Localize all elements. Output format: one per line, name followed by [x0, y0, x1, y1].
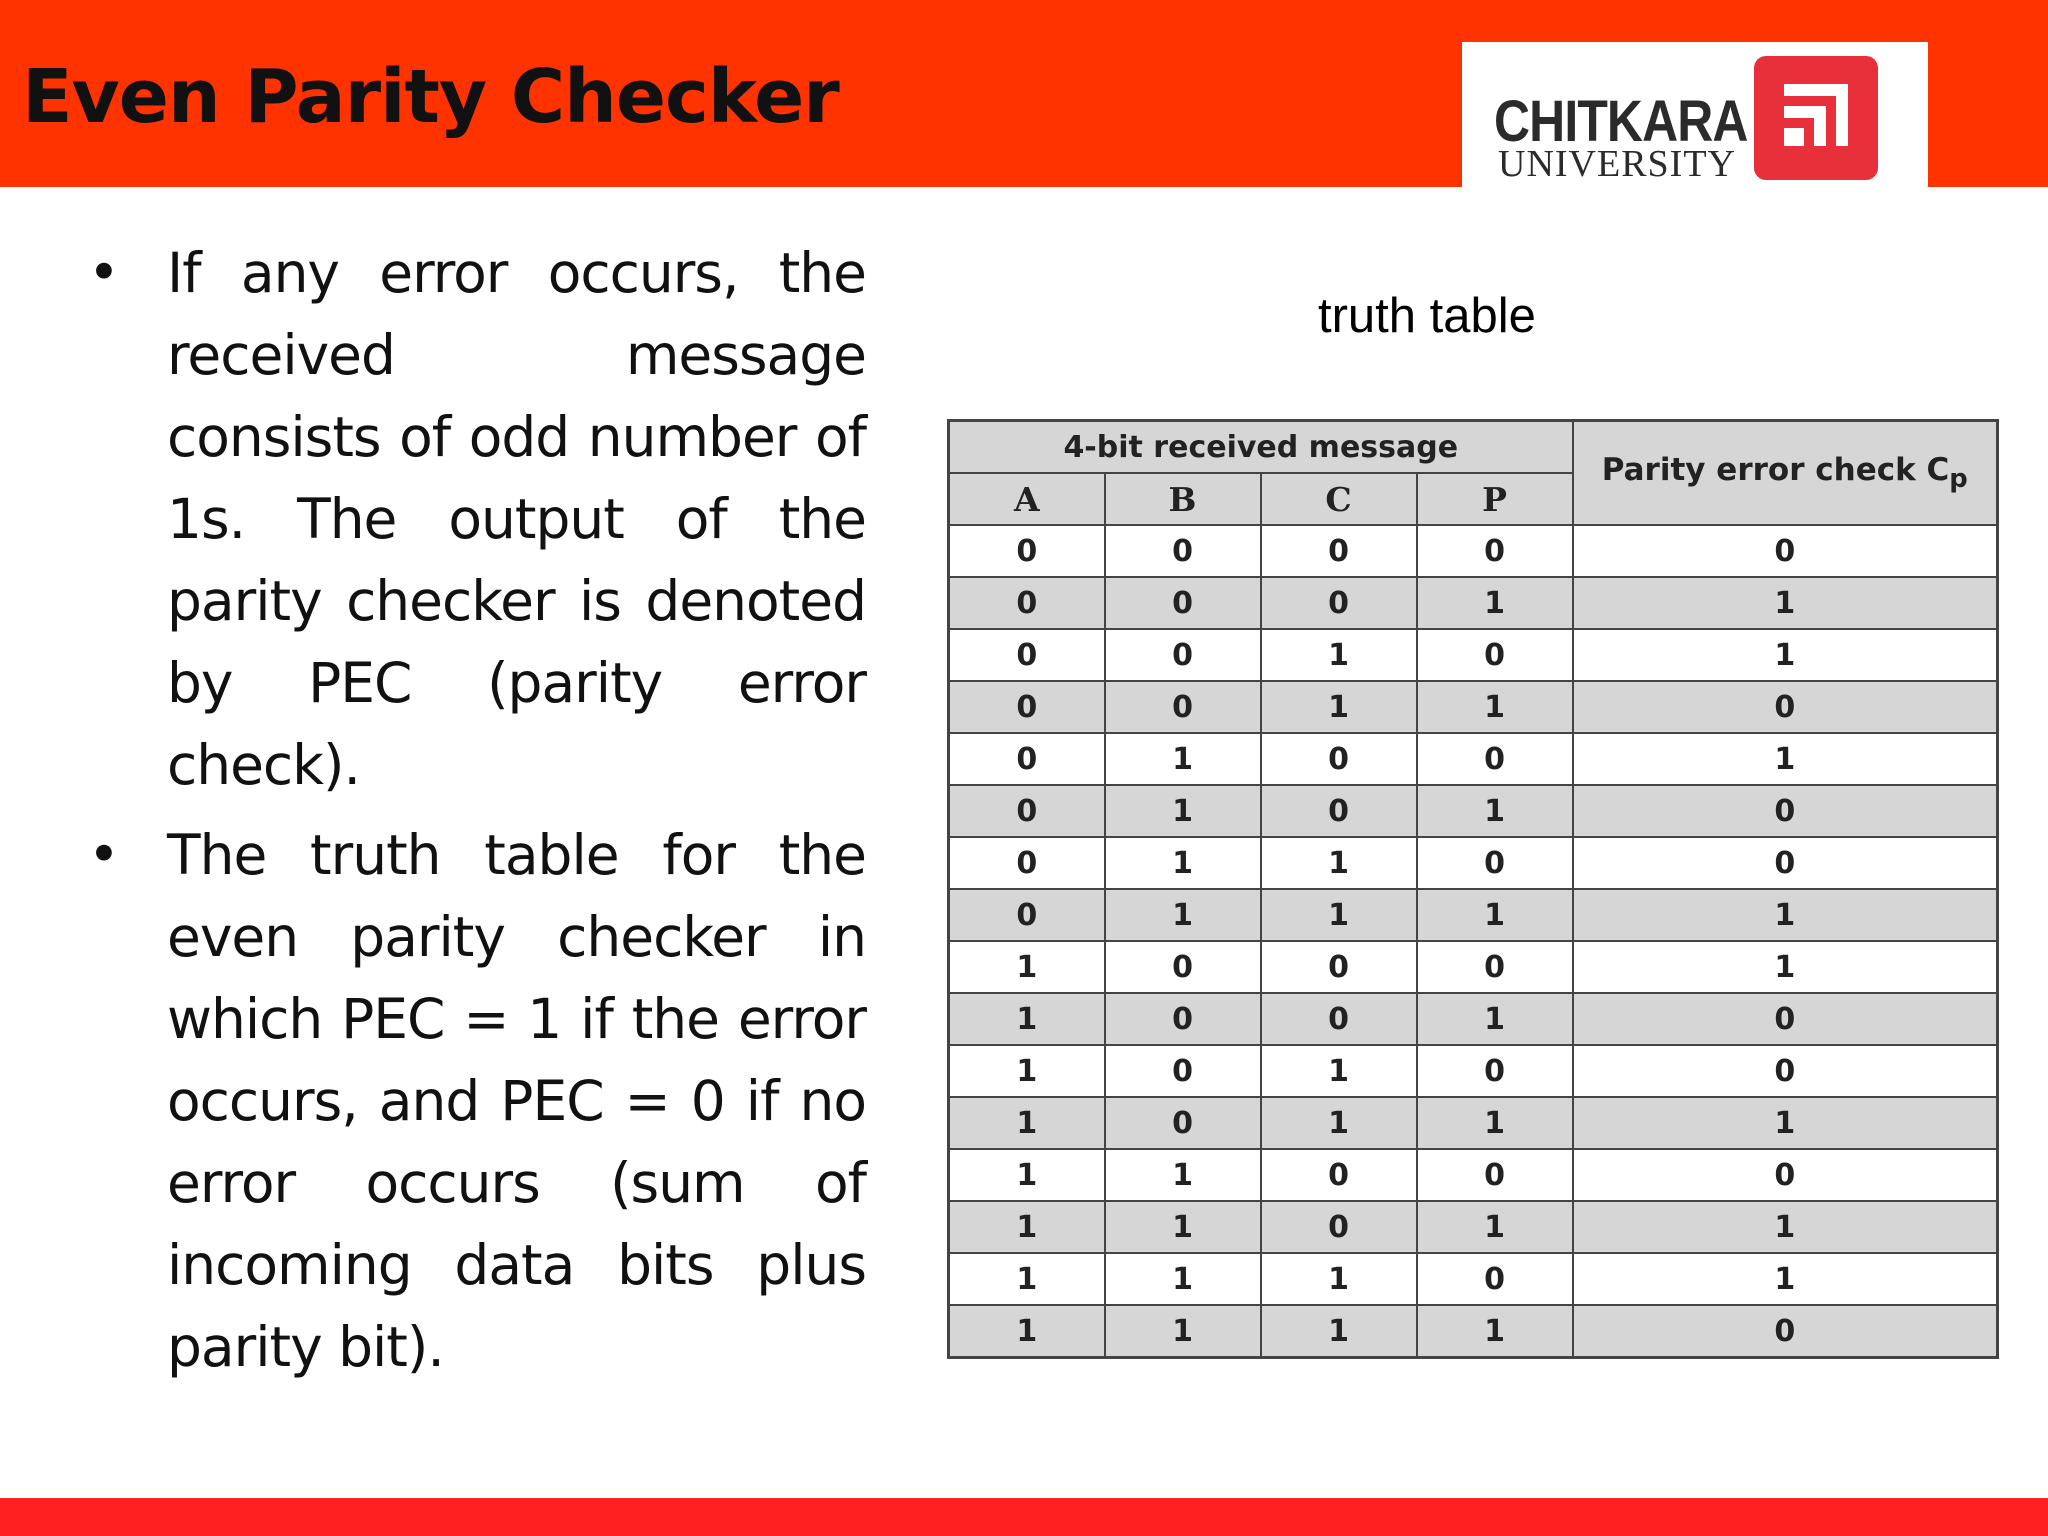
table-cell: 0	[1573, 785, 1998, 837]
table-cell: 0	[1105, 577, 1261, 629]
table-cell: 0	[949, 681, 1105, 733]
table-cell: 1	[1573, 733, 1998, 785]
footer-band	[0, 1498, 2048, 1536]
table-row	[949, 1149, 1998, 1201]
table-cell: 0	[1261, 785, 1417, 837]
bullet-item	[80, 814, 866, 1388]
university-logo	[1462, 42, 1928, 187]
bullet-text: If any error occurs, the received message consists of odd number of 1s. The output of the parity checker is denoted by PEC (parity error check).	[167, 241, 866, 797]
table-cell: 1	[1105, 889, 1261, 941]
table-cell: 0	[949, 525, 1105, 577]
table-cell: 0	[1105, 629, 1261, 681]
table-cell: 1	[1105, 1149, 1261, 1201]
table-cell: 0	[949, 733, 1105, 785]
table-cell: 1	[1261, 1305, 1417, 1358]
table-cell: 0	[1261, 993, 1417, 1045]
table-cell: 1	[1417, 1097, 1573, 1149]
table-cell: 0	[1261, 733, 1417, 785]
table-cell: 1	[1261, 1097, 1417, 1149]
table-cell: 1	[949, 941, 1105, 993]
table-cell: 1	[1417, 1305, 1573, 1358]
bullet-marker: •	[88, 823, 120, 886]
column-header-c: C	[1261, 473, 1417, 525]
table-cell: 1	[1573, 577, 1998, 629]
table-cell: 1	[1105, 785, 1261, 837]
table-cell: 0	[949, 785, 1105, 837]
logo-wordmark: CHITKARA	[1494, 89, 1748, 154]
table-cell: 0	[949, 889, 1105, 941]
table-cell: 1	[1573, 629, 1998, 681]
table-cell: 0	[1261, 941, 1417, 993]
table-cell: 1	[1417, 889, 1573, 941]
table-cell: 1	[1417, 785, 1573, 837]
table-cell: 1	[1417, 681, 1573, 733]
bullet-text: The truth table for the even parity checker in which PEC = 1 if the error occurs, and PEC = 0 if no error occurs (sum of incoming data bits plus parity bit).	[167, 823, 866, 1379]
bullet-marker: •	[88, 241, 120, 304]
table-cell: 0	[1105, 681, 1261, 733]
table-cell: 1	[1261, 1253, 1417, 1305]
table-cell: 0	[1261, 1201, 1417, 1253]
table-cell: 0	[1105, 1097, 1261, 1149]
table-cell: 0	[1573, 1149, 1998, 1201]
table-cell: 1	[1573, 941, 1998, 993]
table-cell: 0	[1417, 1253, 1573, 1305]
truth-table-body	[949, 525, 1998, 1358]
output-header-subscript: p	[1949, 464, 1968, 495]
column-header-a: A	[949, 473, 1105, 525]
truth-table	[947, 419, 1999, 1359]
table-cell: 1	[1105, 1305, 1261, 1358]
table-cell: 1	[1573, 1201, 1998, 1253]
table-cell: 0	[1105, 1045, 1261, 1097]
table-cell: 1	[1261, 681, 1417, 733]
logo-emblem-icon	[1752, 54, 1880, 182]
table-row	[949, 1201, 1998, 1253]
table-row	[949, 889, 1998, 941]
table-cell: 0	[1261, 1149, 1417, 1201]
table-row	[949, 629, 1998, 681]
table-row	[949, 525, 1998, 577]
table-cell: 0	[1417, 941, 1573, 993]
table-row	[949, 577, 1998, 629]
table-cell: 0	[1573, 525, 1998, 577]
table-row	[949, 1045, 1998, 1097]
table-cell: 1	[1417, 993, 1573, 1045]
table-caption: truth table	[1318, 289, 1536, 343]
table-cell: 1	[949, 1149, 1105, 1201]
table-cell: 0	[1573, 1045, 1998, 1097]
table-row	[949, 941, 1998, 993]
table-cell: 1	[1573, 1253, 1998, 1305]
table-row	[949, 681, 1998, 733]
table-row	[949, 993, 1998, 1045]
table-cell: 1	[1573, 1097, 1998, 1149]
table-cell: 1	[1105, 1253, 1261, 1305]
table-cell: 1	[1417, 1201, 1573, 1253]
slide-title: Even Parity Checker	[22, 54, 839, 140]
table-cell: 0	[1261, 577, 1417, 629]
table-cell: 0	[1417, 525, 1573, 577]
table-row	[949, 733, 1998, 785]
logo-subtitle: UNIVERSITY	[1498, 143, 1736, 185]
table-cell: 1	[949, 993, 1105, 1045]
table-cell: 1	[1261, 889, 1417, 941]
table-cell: 1	[949, 1097, 1105, 1149]
table-row	[949, 1305, 1998, 1358]
table-cell: 1	[1105, 1201, 1261, 1253]
table-row	[949, 1097, 1998, 1149]
table-cell: 0	[1573, 993, 1998, 1045]
table-cell: 0	[1105, 941, 1261, 993]
table-cell: 0	[1417, 1149, 1573, 1201]
table-cell: 1	[1261, 837, 1417, 889]
table-cell: 0	[1417, 629, 1573, 681]
table-cell: 1	[1573, 889, 1998, 941]
table-cell: 1	[1105, 837, 1261, 889]
column-header-p: P	[1417, 473, 1573, 525]
table-cell: 1	[1105, 733, 1261, 785]
column-header-b: B	[1105, 473, 1261, 525]
bullet-list	[80, 232, 866, 1396]
table-cell: 0	[1573, 837, 1998, 889]
table-cell: 0	[1573, 681, 1998, 733]
table-cell: 0	[1417, 1045, 1573, 1097]
table-cell: 1	[949, 1201, 1105, 1253]
table-cell: 0	[1417, 837, 1573, 889]
table-cell: 1	[1417, 577, 1573, 629]
table-cell: 0	[949, 837, 1105, 889]
table-cell: 0	[1261, 525, 1417, 577]
output-header-label: Parity error check C	[1601, 451, 1950, 488]
table-row	[949, 1253, 1998, 1305]
table-cell: 0	[1105, 525, 1261, 577]
table-cell: 0	[1105, 993, 1261, 1045]
table-cell: 0	[949, 629, 1105, 681]
output-header	[1573, 421, 1998, 526]
table-row	[949, 785, 1998, 837]
table-cell: 1	[1261, 629, 1417, 681]
table-cell: 1	[1261, 1045, 1417, 1097]
table-cell: 1	[949, 1253, 1105, 1305]
bullet-item	[80, 232, 866, 806]
table-cell: 0	[1573, 1305, 1998, 1358]
table-row	[949, 837, 1998, 889]
group-header: 4-bit received message	[949, 421, 1573, 474]
table-cell: 0	[949, 577, 1105, 629]
table-cell: 1	[949, 1045, 1105, 1097]
table-cell: 1	[949, 1305, 1105, 1358]
table-cell: 0	[1417, 733, 1573, 785]
